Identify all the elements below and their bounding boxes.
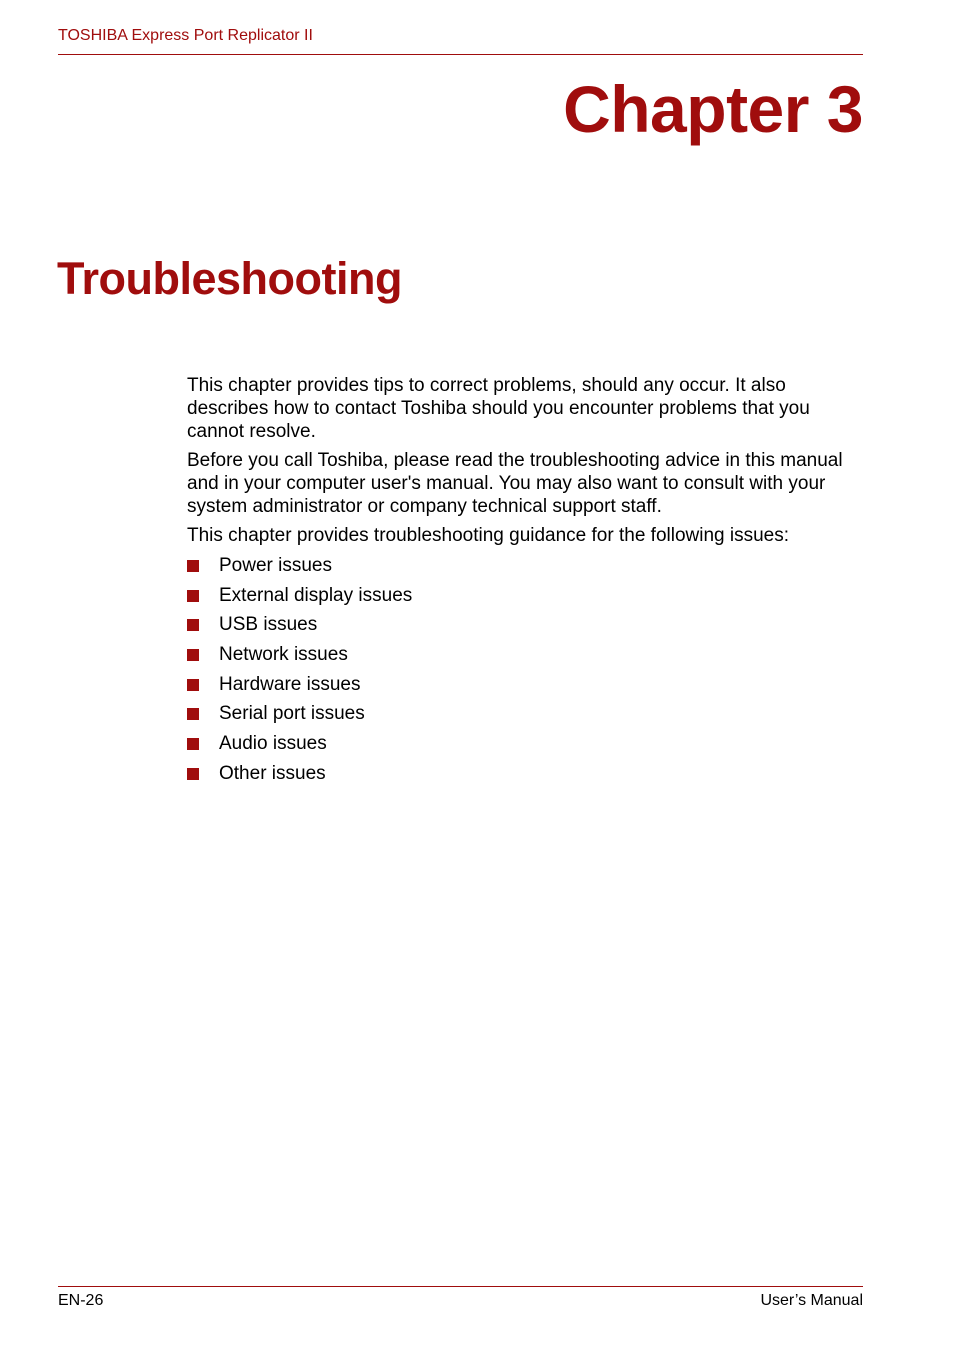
square-bullet-icon [187,619,199,631]
advice-paragraph: Before you call Toshiba, please read the troubleshooting advice in this manual and in your computer user's manual. You may also want to consult with your system administrator or company technical support staff. [187,450,843,517]
square-bullet-icon [187,679,199,691]
list-intro-paragraph: This chapter provides troubleshooting guidance for the following issues: [187,525,790,546]
square-bullet-icon [187,560,199,572]
list-item [187,673,867,703]
list-item-label: USB issues [219,614,318,636]
list-item [187,643,867,673]
intro-paragraph: This chapter provides tips to correct problems, should any occur. It also describes how to contact Toshiba should you encounter problems that you cannot resolve. [187,375,810,442]
list-item [187,762,867,792]
square-bullet-icon [187,649,199,661]
page-number: EN-26 [58,1292,104,1309]
list-item-label: Power issues [219,555,332,576]
running-header: TOSHIBA Express Port Replicator II [58,27,313,44]
header-divider [58,54,863,55]
square-bullet-icon [187,768,199,780]
list-item-label: Other issues [219,762,326,784]
issues-list [187,554,867,792]
list-item [187,584,867,614]
list-item-label: Audio issues [219,733,327,755]
list-item-label: Network issues [219,644,348,666]
list-item-label: Serial port issues [219,703,365,725]
body-content [187,374,867,792]
square-bullet-icon [187,738,199,750]
footer-divider [58,1286,863,1287]
page-title: Troubleshooting [57,253,402,304]
list-item [187,702,867,732]
list-item-label: Hardware issues [219,673,361,695]
chapter-heading: Chapter 3 [563,72,863,146]
list-item-label: External display issues [219,584,413,606]
manual-name: User’s Manual [760,1292,863,1309]
list-item [187,732,867,762]
square-bullet-icon [187,590,199,602]
list-item [187,554,867,584]
square-bullet-icon [187,708,199,720]
list-item [187,613,867,643]
